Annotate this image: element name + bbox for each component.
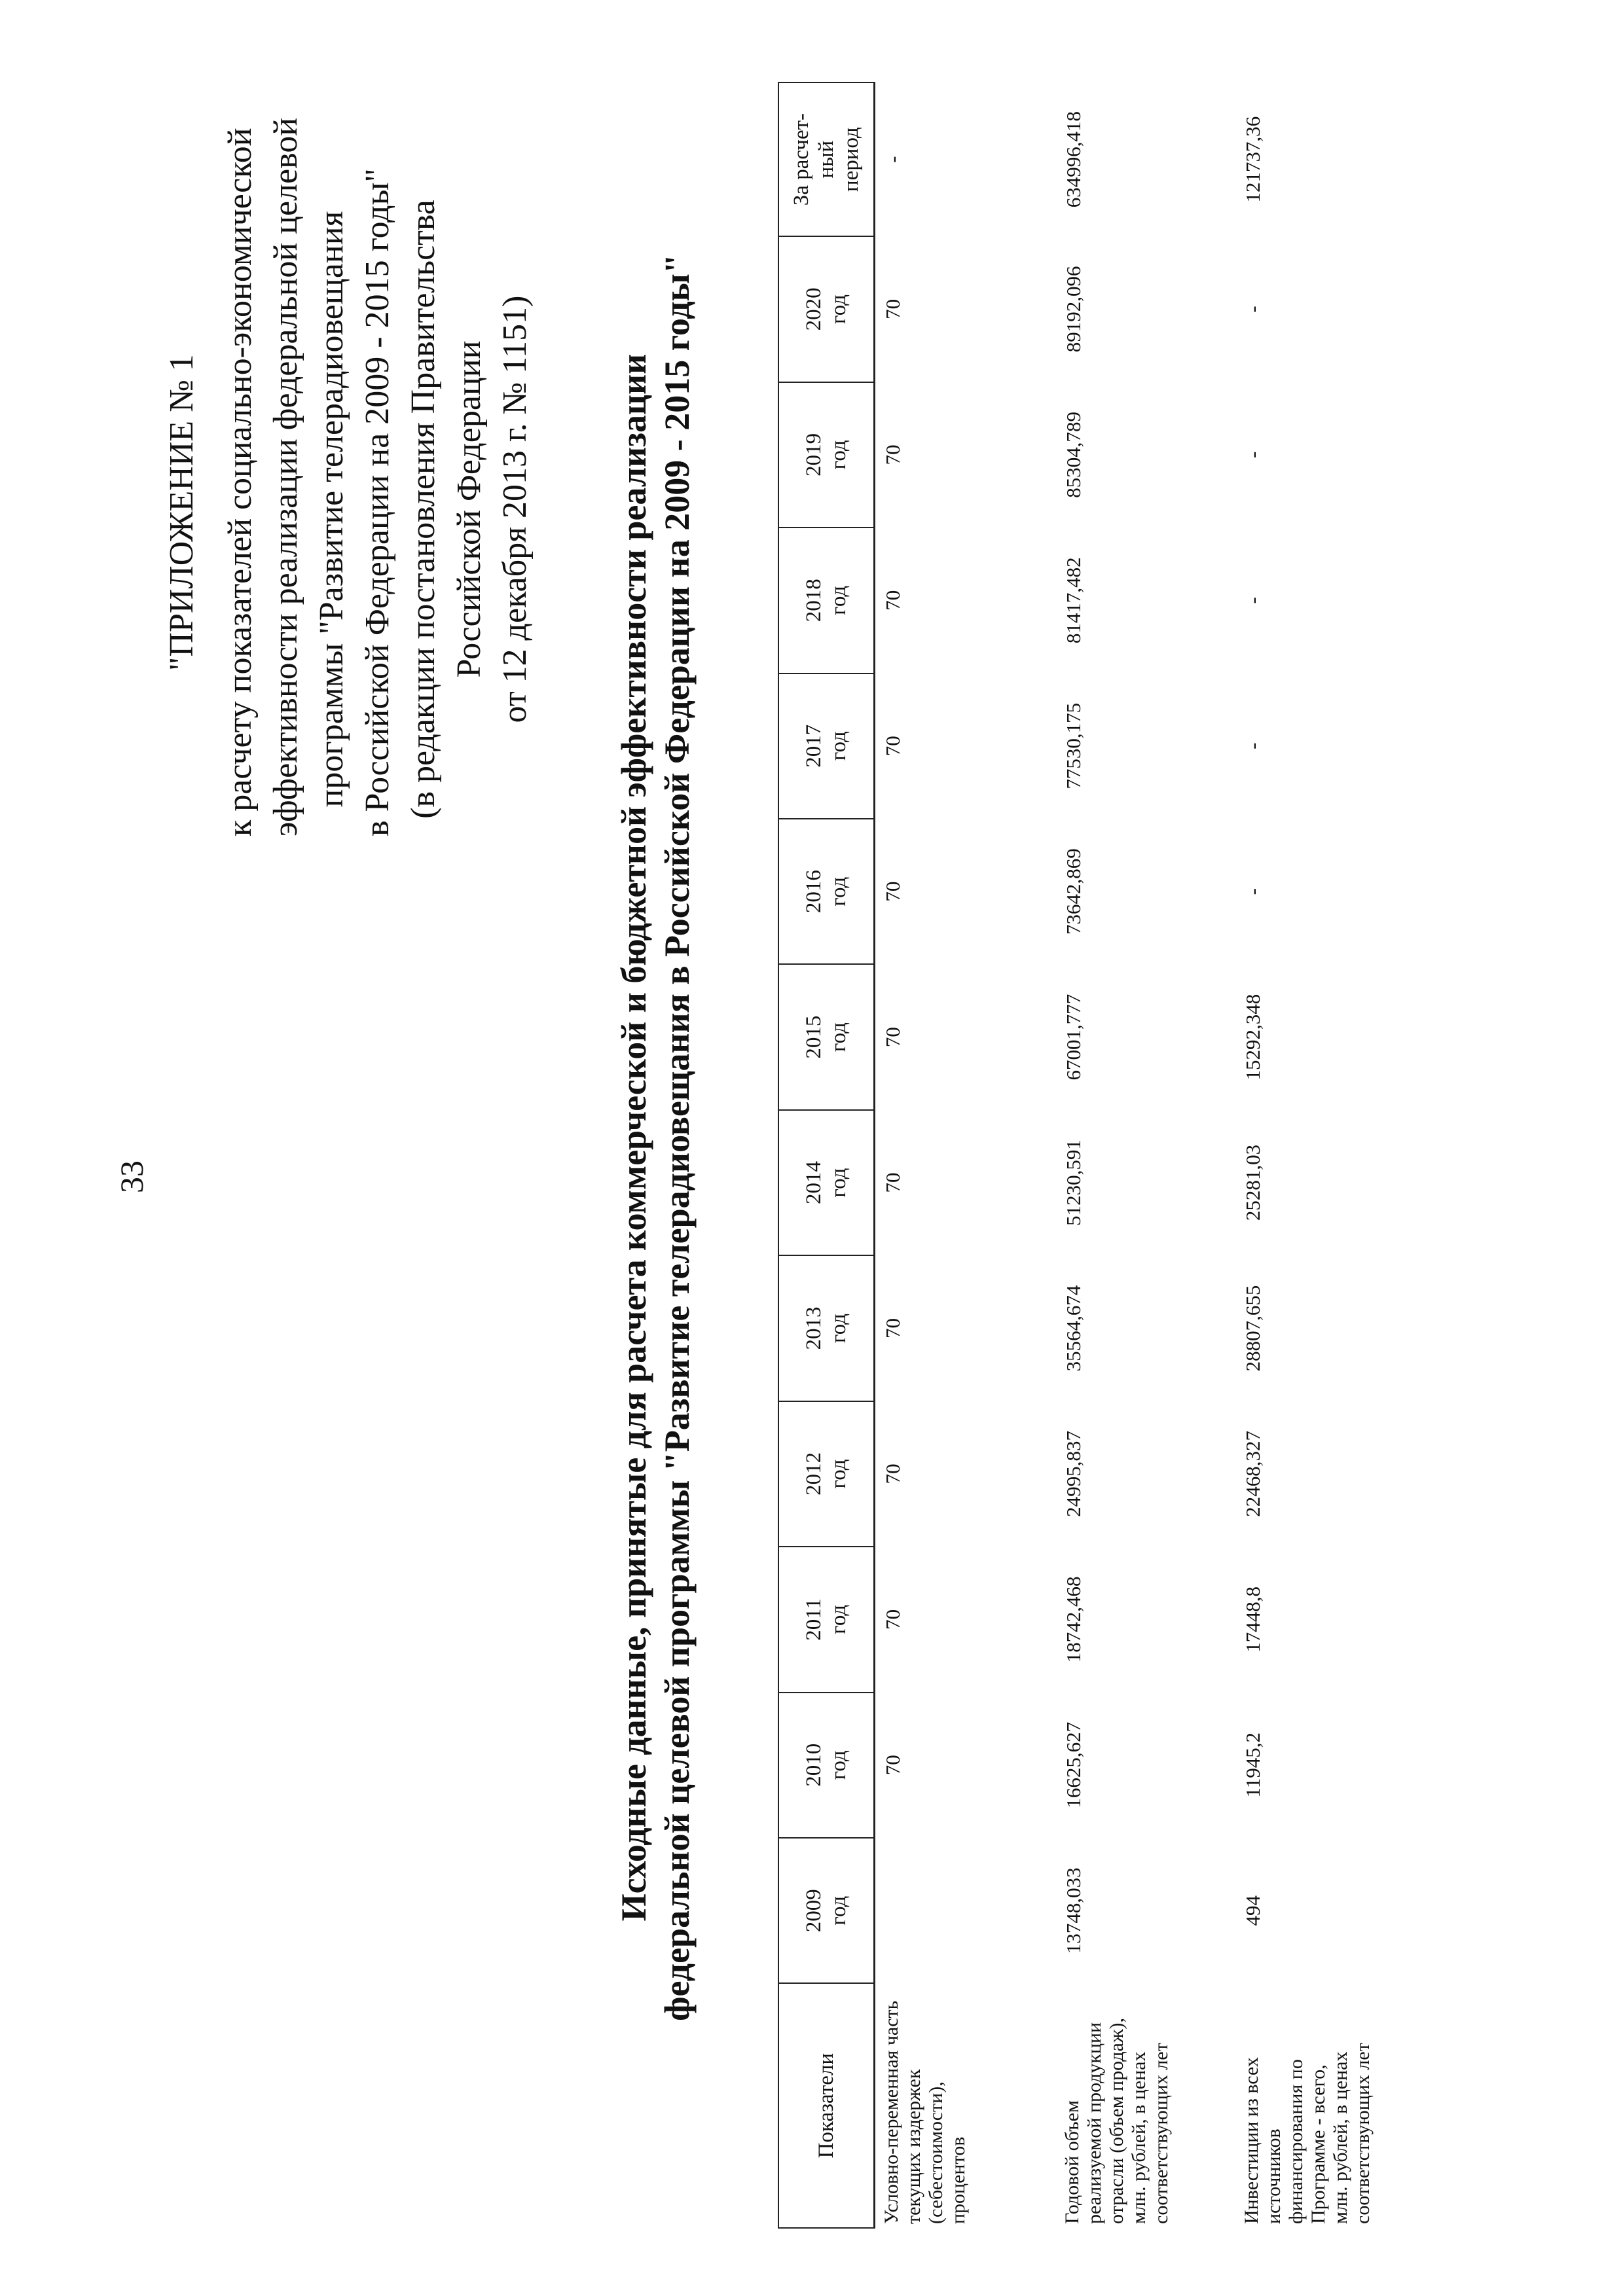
table-cell: 70 [875, 964, 1057, 1109]
heading-line: Исходные данные, принятые для расчета коммерческой и бюджетной эффективности реализации [614, 353, 653, 1922]
approval-line: Российской Федерации [450, 340, 488, 678]
row-label: Инвестиции из всех источников финансирования по Программе - всего, млн. рублей, в ценах соответствующих лет [1241, 2043, 1374, 2224]
table-row [1235, 82, 1416, 2228]
indicators-table [778, 82, 1416, 2229]
table-cell: 121737,36 [1241, 116, 1264, 203]
table-cell: 89192,096 [1062, 266, 1085, 353]
page-number: 33 [113, 1160, 150, 1193]
header-year: 2017 год [778, 673, 875, 819]
table-cell: 70 [875, 1401, 1057, 1547]
table-cell: - [1241, 597, 1264, 604]
header-year: 2014 год [778, 1110, 875, 1255]
table-cell: 70 [875, 1110, 1057, 1255]
header-year: 2012 год [778, 1401, 875, 1547]
header-year: 2011 год [778, 1547, 875, 1692]
table-cell: 77530,175 [1062, 702, 1085, 789]
table-row [1056, 82, 1235, 2228]
table-cell: - [1241, 451, 1264, 459]
heading-line: федеральной целевой программы "Развитие телерадиовещания в Российской Федерации на 2009 - 2015 годы" [657, 254, 697, 2021]
table-cell: 18742,468 [1062, 1576, 1085, 1663]
approval-line: к расчету показателей социально-экономической [221, 128, 259, 836]
table-cell: 17448,8 [1241, 1586, 1264, 1653]
approval-line: программы "Развитие телерадиовещания [313, 211, 350, 808]
header-year: 2020 год [778, 236, 875, 382]
table-cell: 70 [875, 819, 1057, 964]
table-cell: 13748,033 [1062, 1867, 1085, 1954]
header-year: 2016 год [778, 819, 875, 964]
table-cell: 25281,03 [1241, 1144, 1264, 1221]
header-year: 2015 год [778, 964, 875, 1109]
row-label: Условно-переменная часть текущих издержек (себестоимости), процентов [875, 1983, 1057, 2228]
table-cell: 494 [1241, 1895, 1264, 1926]
table-cell: - [875, 82, 1057, 236]
table-cell: 28807,655 [1241, 1285, 1264, 1372]
table-cell: 16625,627 [1062, 1721, 1085, 1808]
table-cell: - [1241, 306, 1264, 313]
table-cell: 70 [875, 673, 1057, 819]
table-cell: 35564,674 [1062, 1285, 1085, 1372]
header-year: 2013 год [778, 1255, 875, 1401]
table-cell: 22468,327 [1241, 1431, 1264, 1517]
table-header-row [778, 82, 875, 2228]
table-cell: 70 [875, 1255, 1057, 1401]
approval-line: в Российской Федерации на 2009 - 2015 годы" [359, 168, 396, 836]
approval-line: эффективности реализации федеральной целевой [267, 117, 304, 836]
row-label: Годовой объем реализуемой продукции отрасли (объем продаж), млн. рублей, в ценах соответствующих лет [1061, 2017, 1172, 2224]
table-cell: 15292,348 [1241, 994, 1264, 1081]
table-cell: 81417,482 [1062, 557, 1085, 644]
header-year: 2010 год [778, 1693, 875, 1838]
header-indicator: Показатели [778, 1983, 875, 2228]
table-cell [875, 1838, 1057, 1983]
table-cell: 634996,418 [1062, 111, 1085, 208]
table-cell: 70 [875, 382, 1057, 528]
approval-line: (в редакции постановления Правительства [405, 200, 442, 819]
table-cell: 70 [875, 1547, 1057, 1692]
table-cell: 11945,2 [1241, 1732, 1264, 1798]
table-row [875, 82, 1057, 2228]
header-total-period: За расчет- ный период [778, 82, 875, 236]
table-cell: 70 [875, 236, 1057, 382]
approval-block [217, 117, 538, 836]
table-cell: 51230,591 [1062, 1139, 1085, 1226]
table-cell: 70 [875, 1693, 1057, 1838]
table-cell: 85304,789 [1062, 411, 1085, 498]
table-cell: 70 [875, 528, 1057, 673]
header-year: 2009 год [778, 1838, 875, 1983]
table-cell: 24995,837 [1062, 1431, 1085, 1517]
approval-line: от 12 декабря 2013 г. № 1151) [496, 295, 534, 723]
header-year: 2018 год [778, 528, 875, 673]
appendix-title: "ПРИЛОЖЕНИЕ № 1 [163, 354, 200, 671]
table-cell: 67001,777 [1062, 994, 1085, 1081]
table-cell: 73642,869 [1062, 848, 1085, 935]
table-cell: - [1241, 888, 1264, 895]
header-year: 2019 год [778, 382, 875, 528]
document-heading [612, 175, 699, 2100]
table-cell: - [1241, 742, 1264, 749]
